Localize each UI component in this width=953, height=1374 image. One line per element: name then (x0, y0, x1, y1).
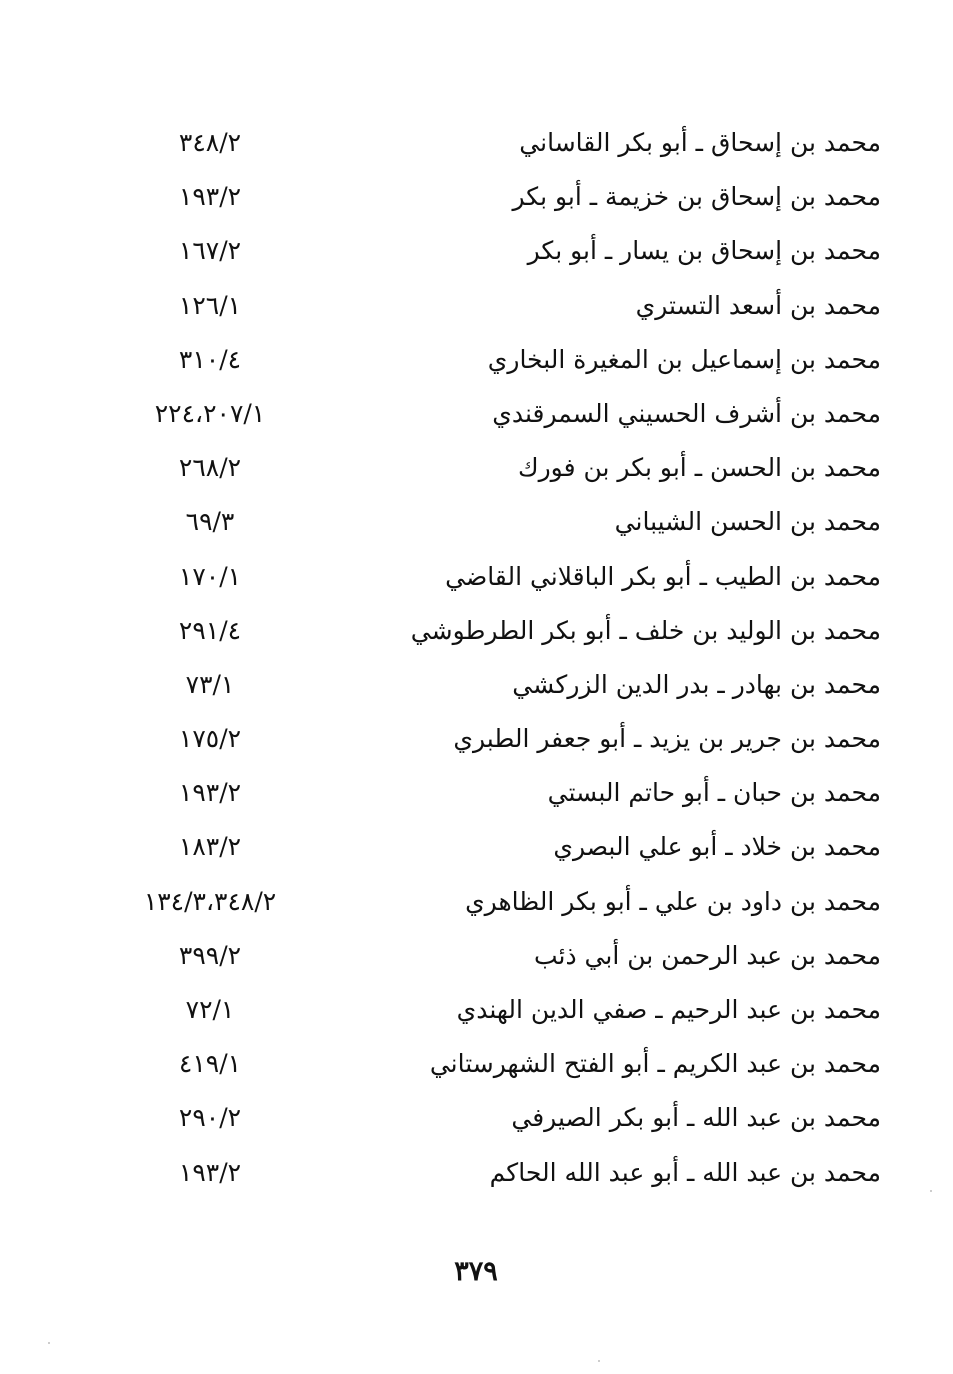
entry-reference: ٤١٩/١ (178, 1049, 242, 1079)
index-entry (0, 713, 953, 767)
entry-name: محمد بن داود بن علي ـ أبو بكر الظاهري (465, 886, 881, 916)
entry-name: محمد بن الطيب ـ أبو بكر الباقلاني القاضي (445, 561, 881, 591)
entry-reference: ١٦٧/٢ (178, 236, 242, 266)
index-entry (0, 876, 953, 930)
index-entry (0, 117, 953, 171)
index-entry (0, 280, 953, 334)
scan-speck (598, 1360, 600, 1362)
index-entry (0, 388, 953, 442)
entry-reference: ٢٩٠/٢ (178, 1103, 242, 1133)
index-entry (0, 225, 953, 279)
entry-reference: ١٨٣/٢ (178, 832, 242, 862)
entry-name: محمد بن الحسن الشيباني (614, 507, 881, 537)
entry-name: محمد بن الحسن ـ أبو بكر بن فورك (518, 453, 881, 483)
entry-name: محمد بن حبان ـ أبو حاتم البستي (547, 778, 881, 808)
index-entry (0, 442, 953, 496)
entry-name: محمد بن بهادر ـ بدر الدين الزركشي (512, 669, 881, 699)
page-number: ٣٧٩ (454, 1256, 498, 1287)
entry-name: محمد بن عبد الرحيم ـ صفي الدين الهندي (456, 995, 881, 1024)
entry-name: محمد بن أشرف الحسيني السمرقندي (492, 398, 881, 428)
entry-reference: ٣٩٩/٢ (178, 940, 242, 970)
entry-reference: ١٧٠/١ (178, 561, 242, 591)
index-entry (0, 551, 953, 605)
index-entry (0, 334, 953, 388)
index-entry (0, 1038, 953, 1092)
entry-reference: ٣١٠/٤ (178, 344, 242, 374)
scan-speck (930, 1190, 932, 1192)
index-entry (0, 930, 953, 984)
index-entry (0, 1092, 953, 1146)
entry-reference: ٦٩/٣ (185, 507, 235, 537)
index-entry (0, 984, 953, 1038)
entry-name: محمد بن إسحاق ـ أبو بكر القاساني (519, 128, 881, 157)
entry-name: محمد بن عبد الله ـ أبو عبد الله الحاكم (489, 1157, 881, 1187)
entry-reference: ٣٤٨/٢ (178, 128, 242, 157)
entry-name: محمد بن عبد الله ـ أبو بكر الصيرفي (511, 1103, 881, 1133)
index-entry (0, 767, 953, 821)
scan-speck (48, 1342, 50, 1344)
entry-reference: ١٧٥/٢ (178, 724, 242, 754)
index-entry (0, 1147, 953, 1201)
entry-name: محمد بن الوليد بن خلف ـ أبو بكر الطرطوشي (410, 615, 881, 645)
entry-name: محمد بن أسعد التستري (635, 290, 881, 320)
entry-reference: ١٣٤/٣،٣٤٨/٢ (143, 886, 277, 916)
entry-name: محمد بن إسماعيل بن المغيرة البخاري (487, 344, 881, 374)
entry-name: محمد بن جرير بن يزيد ـ أبو جعفر الطبري (453, 724, 881, 754)
entry-name: محمد بن خلاد ـ أبو علي البصري (553, 832, 881, 862)
entry-reference: ١٩٣/٢ (178, 182, 242, 212)
entry-reference: ٢٢٤،٢٠٧/١ (154, 398, 266, 428)
entry-reference: ١٩٣/٢ (178, 1157, 242, 1187)
index-entry (0, 605, 953, 659)
index-entry (0, 496, 953, 550)
entry-reference: ١٩٣/٢ (178, 778, 242, 808)
entry-reference: ٧٢/١ (185, 995, 235, 1024)
index-entry (0, 821, 953, 875)
index-entry (0, 659, 953, 713)
name-index-list (0, 117, 953, 1201)
entry-name: محمد بن عبد الرحمن بن أبي ذئب (533, 940, 881, 970)
entry-reference: ٢٦٨/٢ (178, 453, 242, 483)
entry-reference: ٢٩١/٤ (178, 615, 242, 645)
entry-reference: ٧٣/١ (185, 669, 235, 699)
index-entry (0, 171, 953, 225)
entry-name: محمد بن عبد الكريم ـ أبو الفتح الشهرستاني (429, 1049, 881, 1079)
entry-reference: ١٢٦/١ (178, 290, 242, 320)
entry-name: محمد بن إسحاق بن يسار ـ أبو بكر (527, 236, 881, 266)
entry-name: محمد بن إسحاق بن خزيمة ـ أبو بكر (512, 182, 881, 212)
